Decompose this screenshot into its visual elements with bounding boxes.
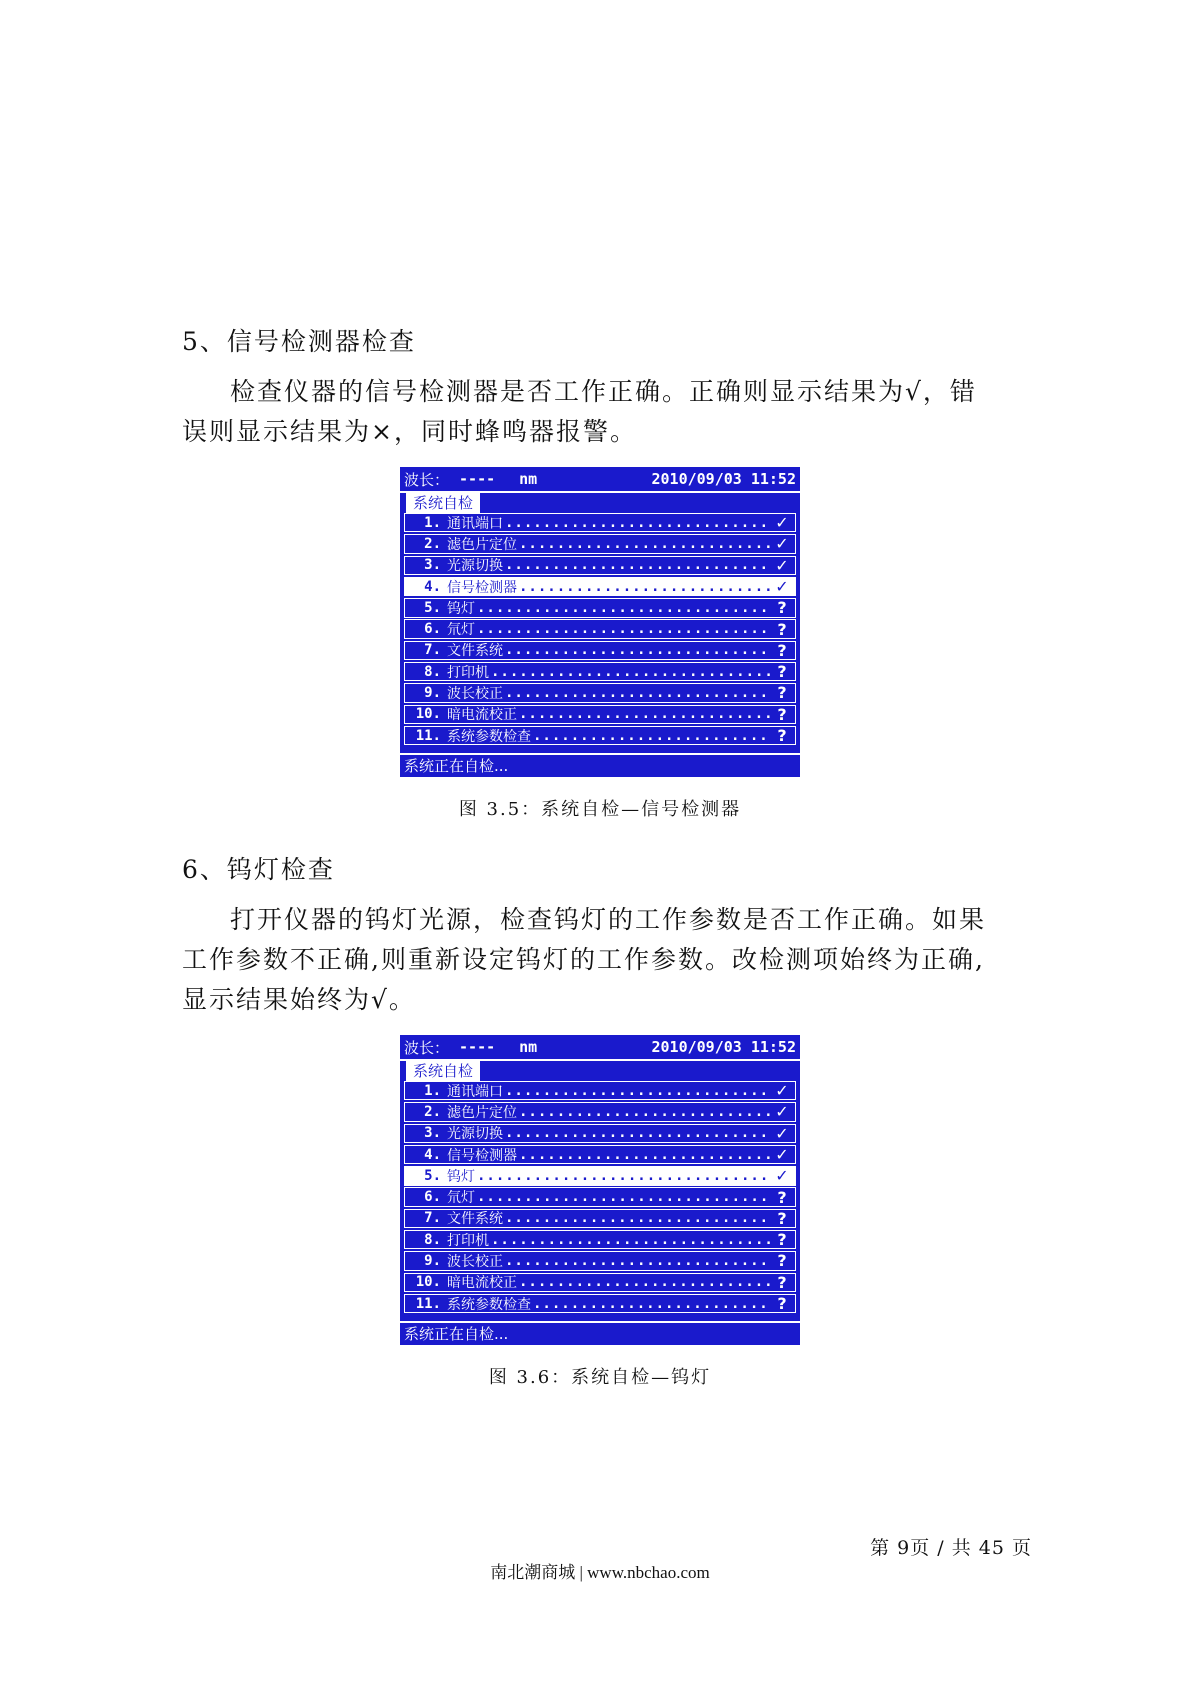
self-check-item [404,1294,796,1313]
panel-title-tab: 系统自检 [406,493,480,513]
self-check-item [404,1124,796,1143]
item-number: 1. [424,514,441,531]
item-label: 钨灯 [447,600,475,617]
item-number: 3. [424,557,441,574]
panel-title-tab: 系统自检 [406,1061,480,1081]
item-label: 信号检测器 [447,1147,517,1164]
item-result: ? [777,1230,787,1250]
figure-caption-3-6: 图 3.6：系统自检—钨灯 [488,1367,712,1388]
item-number: 4. [424,1146,441,1163]
wavelength-label: 波长： [404,1038,450,1057]
item-result: ✓ [775,534,789,554]
item-label: 打印机 [447,664,489,681]
item-result: ? [777,1187,787,1207]
leader-dots [491,664,771,680]
item-label: 光源切换 [447,1126,503,1143]
item-number: 1. [424,1082,441,1099]
self-check-list [404,1081,796,1315]
self-check-list [404,513,796,747]
self-check-item [404,513,796,532]
self-check-item [404,1145,796,1164]
leader-dots [533,1296,771,1312]
item-result: ? [777,1251,787,1271]
item-label: 氘灯 [447,622,475,639]
leader-dots [519,1274,771,1290]
item-result: ? [777,619,787,639]
paragraph-line: 检查仪器的信号检测器是否工作正确。正确则显示结果为√，错 [230,377,977,406]
item-label: 通讯端口 [447,1083,503,1100]
self-check-item [404,598,796,617]
leader-dots [477,1168,771,1184]
item-result: ✓ [775,1102,789,1122]
item-number: 2. [424,535,441,552]
screen-datetime: 2010/09/03 11:52 [651,470,796,488]
item-label: 信号检测器 [447,579,517,596]
wavelength-label: 波长： [404,470,450,489]
item-number: 3. [424,1125,441,1142]
self-check-item [404,1230,796,1249]
leader-dots [519,1147,771,1163]
item-label: 打印机 [447,1232,489,1249]
self-check-item [404,1102,796,1121]
item-number: 9. [424,684,441,701]
paragraph-line: 工作参数不正确,则重新设定钨灯的工作参数。改检测项始终为正确, [182,945,985,974]
section-paragraph-5 [182,372,1032,452]
leader-dots [505,557,771,573]
self-check-item [404,534,796,553]
item-label: 系统参数检查 [447,728,531,745]
item-number: 8. [424,663,441,680]
item-label: 文件系统 [447,643,503,660]
item-result: ? [777,1208,787,1228]
item-result: ? [777,683,787,703]
leader-dots [519,1104,771,1120]
wavelength-value: ---- [459,1038,496,1056]
item-label: 滤色片定位 [447,1104,517,1121]
self-check-item [404,683,796,702]
item-number: 8. [424,1231,441,1248]
screen-datetime: 2010/09/03 11:52 [651,1038,796,1056]
self-check-item [404,577,796,596]
self-check-item [404,641,796,660]
item-number: 9. [424,1252,441,1269]
self-check-item [404,662,796,681]
instrument-screen-self-check-2 [400,1035,800,1345]
page-number: 第 9页 / 共 45 页 [870,1537,1032,1559]
self-check-item [404,1081,796,1100]
item-number: 5. [424,1167,441,1184]
instrument-screen-self-check-1 [400,467,800,777]
leader-dots [505,1253,771,1269]
paragraph-line: 显示结果始终为√。 [182,985,416,1014]
leader-dots [505,642,771,658]
item-number: 6. [424,621,441,638]
self-check-item [404,1187,796,1206]
screen-top-bar [400,467,800,493]
self-check-item [404,705,796,724]
paragraph-line: 误则显示结果为×，同时蜂鸣器报警。 [182,417,637,446]
wavelength-unit: nm [519,1038,538,1056]
leader-dots [477,1189,771,1205]
leader-dots [505,1125,771,1141]
self-check-item [404,556,796,575]
leader-dots [505,515,771,531]
item-result: ✓ [775,513,789,533]
leader-dots [477,621,771,637]
leader-dots [491,1232,771,1248]
item-label: 光源切换 [447,558,503,575]
item-number: 11. [415,727,441,744]
item-number: 2. [424,1103,441,1120]
item-label: 暗电流校正 [447,707,517,724]
self-check-item [404,619,796,638]
item-label: 钨灯 [447,1168,475,1185]
site-footer: 南北潮商城 | www.nbchao.com [490,1563,710,1582]
leader-dots [505,685,771,701]
item-label: 波长校正 [447,685,503,702]
paragraph-line: 打开仪器的钨灯光源，检查钨灯的工作参数是否工作正确。如果 [230,905,987,934]
section-heading-6: 6、钨灯检查 [182,855,335,884]
item-number: 11. [415,1295,441,1312]
item-result: ✓ [775,555,789,575]
item-number: 6. [424,1189,441,1206]
item-result: ✓ [775,1123,789,1143]
item-result: ? [777,640,787,660]
item-result: ✓ [775,1145,789,1165]
self-check-item [404,726,796,745]
item-result: ? [777,598,787,618]
item-result: ? [777,1294,787,1314]
screen-top-bar [400,1035,800,1061]
item-number: 7. [424,642,441,659]
item-number: 7. [424,1210,441,1227]
section-paragraph-6 [182,900,1032,1020]
item-label: 滤色片定位 [447,536,517,553]
item-result: ✓ [775,1081,789,1101]
leader-dots [519,706,771,722]
self-check-item [404,1251,796,1270]
item-label: 文件系统 [447,1211,503,1228]
item-result: ? [777,726,787,746]
figure-caption-3-5: 图 3.5：系统自检—信号检测器 [458,799,742,820]
item-label: 氘灯 [447,1190,475,1207]
item-number: 10. [415,706,441,723]
leader-dots [505,1210,771,1226]
leader-dots [519,579,771,595]
item-number: 4. [424,578,441,595]
item-result: ✓ [775,1166,789,1186]
item-label: 暗电流校正 [447,1275,517,1292]
leader-dots [477,600,771,616]
item-result: ✓ [775,577,789,597]
self-check-item [404,1166,796,1185]
item-label: 系统参数检查 [447,1296,531,1313]
self-check-item [404,1209,796,1228]
leader-dots [519,536,771,552]
item-number: 10. [415,1274,441,1291]
item-number: 5. [424,599,441,616]
section-heading-5: 5、信号检测器检查 [182,327,416,356]
item-result: ? [777,704,787,724]
self-check-item [404,1273,796,1292]
item-result: ? [777,1272,787,1292]
item-label: 波长校正 [447,1253,503,1270]
screen-status-bar: 系统正在自检... [400,753,800,777]
leader-dots [505,1083,771,1099]
item-label: 通讯端口 [447,515,503,532]
screen-status-bar: 系统正在自检... [400,1321,800,1345]
wavelength-unit: nm [519,470,538,488]
leader-dots [533,728,771,744]
item-result: ? [777,662,787,682]
wavelength-value: ---- [459,470,496,488]
